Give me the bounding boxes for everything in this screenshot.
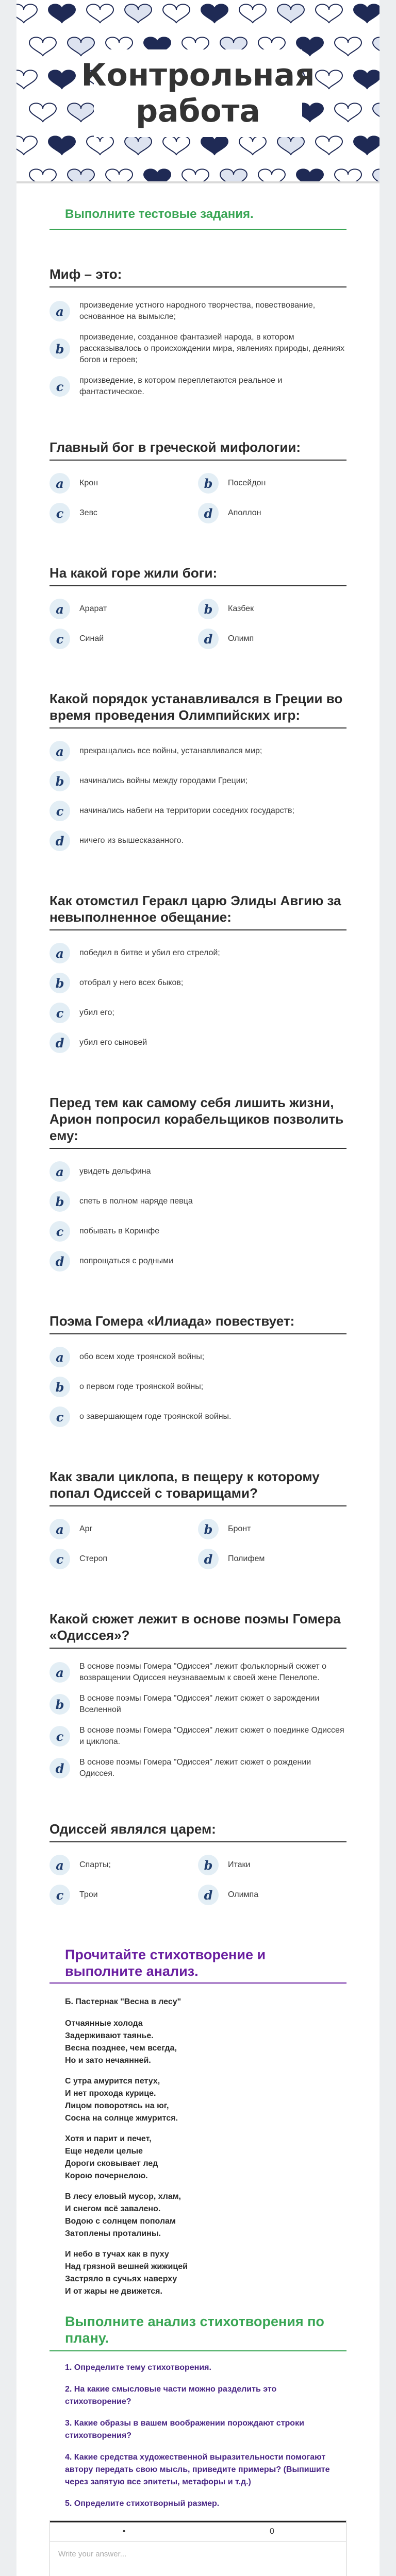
poem-line: Отчаянные холода <box>65 2019 143 2028</box>
option-text: Спарты; <box>79 1860 111 1869</box>
title-line-2: работа <box>136 93 260 129</box>
heart-shape <box>87 136 113 155</box>
options-list <box>50 1161 346 1281</box>
poem-stanza <box>65 2191 331 2240</box>
options-list <box>50 741 346 860</box>
options-list <box>50 300 346 407</box>
option-text: побывать в Коринфе <box>79 1227 160 1235</box>
option-letter-badge[interactable]: d <box>198 629 219 649</box>
option-text: Аполлон <box>228 509 261 517</box>
answer-option[interactable] <box>50 1191 346 1212</box>
option-letter-badge[interactable]: a <box>50 1662 70 1683</box>
heart-shape <box>29 37 56 56</box>
option-letter-badge[interactable]: d <box>50 1758 70 1778</box>
option-letter-badge[interactable]: d <box>198 1885 219 1905</box>
question-title: Как отомстил Геракл царю Элиды Авгию за невыполненное обещание: <box>50 892 346 930</box>
answer-option[interactable] <box>198 1885 346 1905</box>
answer-option[interactable] <box>50 831 346 851</box>
answer-option[interactable] <box>50 1549 198 1569</box>
option-text: прекращались все войны, устанавливался мир; <box>79 747 262 755</box>
option-letter-badge[interactable]: b <box>50 771 70 791</box>
poem-stanza <box>65 2133 331 2182</box>
option-letter-badge[interactable]: a <box>50 301 70 321</box>
option-text: Посейдон <box>228 479 266 487</box>
option-text: Крон <box>79 479 98 487</box>
poem-line: И нет прохода курице. <box>65 2089 156 2098</box>
option-text: произведение устного народного творчества, повествование, основанное на вымысле; <box>79 301 316 321</box>
heart-shape <box>335 37 361 56</box>
answer-option[interactable] <box>50 1377 346 1397</box>
content <box>16 183 380 2576</box>
options-list <box>50 1519 346 1579</box>
option-text: увидеть дельфина <box>79 1167 151 1176</box>
answer-option[interactable] <box>50 1003 346 1023</box>
heart-shape <box>335 103 361 122</box>
option-text: В основе поэмы Гомера "Одиссея" лежит сюжет о рождении Одиссея. <box>79 1758 311 1778</box>
question <box>50 1611 346 1789</box>
answer-option[interactable] <box>198 503 346 523</box>
options-list <box>50 473 346 533</box>
option-text: Синай <box>79 634 104 643</box>
heart-shape <box>373 103 380 122</box>
option-letter-badge[interactable]: d <box>198 503 219 523</box>
question <box>50 1468 346 1579</box>
option-letter-badge[interactable]: a <box>50 1161 70 1182</box>
heart-shape <box>87 4 113 23</box>
answer-option[interactable] <box>198 1519 346 1539</box>
poem-line: Но и зато нечаянней. <box>65 2056 151 2065</box>
option-letter-badge[interactable]: a <box>50 741 70 761</box>
heart-shape <box>239 4 266 23</box>
option-text: убил его сыновей <box>79 1038 147 1047</box>
answer-box <box>50 2520 346 2576</box>
poem-line: Водою с солнцем пополам <box>65 2217 176 2226</box>
answer-option[interactable] <box>50 943 346 963</box>
option-letter-badge[interactable]: a <box>50 1347 70 1367</box>
answer-option[interactable] <box>50 599 198 619</box>
option-letter-badge[interactable]: c <box>50 1885 70 1905</box>
option-letter-badge[interactable]: c <box>50 1221 70 1242</box>
question-title: Какой сюжет лежит в основе поэмы Гомера «Одиссея»? <box>50 1611 346 1649</box>
option-letter-badge[interactable]: c <box>50 1003 70 1023</box>
option-letter-badge[interactable]: c <box>50 1406 70 1427</box>
answer-option[interactable] <box>50 1221 346 1242</box>
heart-shape <box>239 136 266 155</box>
option-letter-badge[interactable]: a <box>50 1855 70 1875</box>
option-letter-badge[interactable]: b <box>50 973 70 993</box>
option-text: Олимпа <box>228 1890 259 1899</box>
option-text: о первом годе троянской войны; <box>79 1382 204 1391</box>
answer-option[interactable] <box>50 332 346 366</box>
option-letter-badge[interactable]: b <box>198 1519 219 1539</box>
questions-list <box>50 266 346 1914</box>
option-text: Зевс <box>79 509 97 517</box>
answer-option[interactable] <box>50 801 346 821</box>
heart-shape <box>316 70 342 89</box>
answer-option[interactable] <box>50 771 346 791</box>
options-list <box>50 1661 346 1789</box>
heart-shape <box>68 37 94 56</box>
option-letter-badge[interactable]: c <box>50 376 70 397</box>
poem-line: Весна позднее, чем всегда, <box>65 2044 177 2053</box>
options-list <box>50 1855 346 1914</box>
option-text: произведение, в котором переплетаются реальное и фантастическое. <box>79 376 283 396</box>
answer-option[interactable] <box>198 599 346 619</box>
plan-task: 5. Определите стихотворный размер. <box>65 2499 220 2508</box>
poem-line: Лицом поворотясь на юг, <box>65 2102 169 2110</box>
plan-tasks <box>50 2362 346 2510</box>
option-letter-badge[interactable]: b <box>198 473 219 494</box>
worksheet-page <box>16 0 380 2576</box>
heart-shape <box>48 70 75 89</box>
poem-line: И снегом всё завалено. <box>65 2205 161 2213</box>
answer-option[interactable] <box>50 503 198 523</box>
poem-line: Затоплены проталины. <box>65 2229 161 2238</box>
poem-line: И небо в тучах как в пуху <box>65 2250 169 2259</box>
option-text: начинались набеги на территории соседних государств; <box>79 806 294 815</box>
header-divider <box>16 181 380 183</box>
option-text: победил в битве и убил его стрелой; <box>79 948 220 957</box>
question <box>50 565 346 658</box>
answer-option[interactable] <box>50 1725 346 1748</box>
heart-shape <box>48 4 75 23</box>
answer-toolbar <box>50 2521 346 2541</box>
poem-stanza <box>65 2248 331 2298</box>
heart-shape <box>354 4 380 23</box>
option-letter-badge[interactable]: b <box>50 1191 70 1212</box>
option-text: Полифем <box>228 1554 265 1563</box>
poem-heading: Прочитайте стихотворение и выполните анализ. <box>50 1946 346 1984</box>
option-letter-badge[interactable]: d <box>50 831 70 851</box>
heart-shape <box>316 4 342 23</box>
heart-shape <box>316 136 342 155</box>
plan-task: 1. Определите тему стихотворения. <box>65 2363 211 2372</box>
heart-shape <box>201 4 228 23</box>
question <box>50 266 346 407</box>
option-text: В основе поэмы Гомера "Одиссея" лежит фольклорный сюжет о возвращении Одиссея неузнаваемым к своей жене Пенелопе. <box>79 1662 327 1682</box>
option-text: В основе поэмы Гомера "Одиссея" лежит сюжет о зарождении Вселенной <box>79 1694 320 1714</box>
answer-option[interactable] <box>50 375 346 398</box>
heart-shape <box>354 136 380 155</box>
option-letter-badge[interactable]: c <box>50 1726 70 1747</box>
page-title <box>81 57 315 129</box>
option-text: ничего из вышесказанного. <box>79 836 184 845</box>
option-letter-badge[interactable]: b <box>50 1694 70 1715</box>
heart-shape <box>125 4 152 23</box>
plan-task: 4. Какие средства художественной выразительности помогают автору передать свою мысль, приведите примеры? (Выпишите через запятую все эпитеты, метафоры и т.д.) <box>65 2453 330 2486</box>
question-title: Главный бог в греческой мифологии: <box>50 439 346 461</box>
option-letter-badge[interactable]: b <box>50 1377 70 1397</box>
question <box>50 690 346 860</box>
instruction-heading: Выполните тестовые задания. <box>50 202 346 230</box>
option-letter-badge[interactable]: c <box>50 1549 70 1569</box>
option-letter-badge[interactable]: a <box>50 599 70 619</box>
question <box>50 1313 346 1436</box>
option-text: Бронт <box>228 1524 251 1533</box>
option-text: Стерoп <box>79 1554 108 1563</box>
question <box>50 1821 346 1914</box>
plan-task: 3. Какие образы в вашем воображении порождают строки стихотворения? <box>65 2419 304 2440</box>
heart-shape <box>163 136 190 155</box>
option-text: начинались войны между городами Греции; <box>79 776 248 785</box>
option-letter-badge[interactable]: b <box>198 599 219 619</box>
question <box>50 892 346 1062</box>
poem-title: Б. Пастернак "Весна в лесу" <box>65 1997 182 2006</box>
option-text: Итаки <box>228 1860 251 1869</box>
poem-line: Дороги сковывает лед <box>65 2159 158 2168</box>
options-list <box>50 1347 346 1436</box>
answer-option[interactable] <box>50 629 198 649</box>
answer-option[interactable] <box>50 1347 346 1367</box>
heart-shape <box>125 136 152 155</box>
answer-option[interactable] <box>198 1855 346 1875</box>
answer-option[interactable] <box>50 1032 346 1053</box>
poem-line: И от жары не движется. <box>65 2287 162 2296</box>
numbered-list-button[interactable]: 0 <box>270 2527 274 2536</box>
option-text: Трои <box>79 1890 98 1899</box>
option-text: отобрал у него всех быков; <box>79 978 184 987</box>
answer-option[interactable] <box>50 973 346 993</box>
answer-option[interactable] <box>50 1251 346 1272</box>
question <box>50 1094 346 1281</box>
poem-line: В лесу еловый мусор, хлам, <box>65 2192 181 2201</box>
answer-option[interactable] <box>50 1161 346 1182</box>
answer-option[interactable] <box>50 473 198 494</box>
answer-option[interactable] <box>50 1855 198 1875</box>
option-text: В основе поэмы Гомера "Одиссея" лежит сюжет о поединке Одиссея и циклопа. <box>79 1726 344 1746</box>
option-letter-badge[interactable]: d <box>50 1251 70 1272</box>
option-letter-badge[interactable]: d <box>50 1032 70 1053</box>
option-text: обо всем ходе троянской войны; <box>79 1352 205 1361</box>
poem-stanza <box>65 2075 331 2125</box>
title-line-1: Контрольная <box>81 57 315 93</box>
answer-option[interactable] <box>198 1549 346 1569</box>
option-letter-badge[interactable]: c <box>50 629 70 649</box>
option-text: убил его; <box>79 1008 114 1017</box>
heart-shape <box>373 37 380 56</box>
heart-shape <box>277 136 304 155</box>
title-card <box>81 49 315 137</box>
poem-line: Хотя и парит и печет, <box>65 2134 152 2143</box>
poem-line: Задерживают таянье. <box>65 2031 154 2040</box>
option-text: произведение, созданное фантазией народа, в котором рассказывалось о происхождении мира, явлениях природы, деяниях богов и героев; <box>79 333 345 364</box>
answer-option[interactable] <box>50 1693 346 1716</box>
answer-option[interactable] <box>50 1661 346 1684</box>
heart-shape <box>29 103 56 122</box>
answer-option[interactable] <box>50 741 346 761</box>
poem-line: Застряло в сучьях наверху <box>65 2275 177 2283</box>
question <box>50 439 346 533</box>
heart-shape <box>201 136 228 155</box>
option-text: спеть в полном наряде певца <box>79 1197 193 1206</box>
option-letter-badge[interactable]: c <box>50 503 70 523</box>
poem-stanza <box>65 2018 331 2067</box>
option-text: попрощаться с родными <box>79 1257 174 1265</box>
bullet-list-button[interactable]: • <box>122 2527 126 2536</box>
poem-line: Еще недели целые <box>65 2147 143 2156</box>
option-letter-badge[interactable]: a <box>50 943 70 963</box>
question-title: Перед тем как самому себя лишить жизни, Арион попросил корабельщиков позволить ему: <box>50 1094 346 1149</box>
question-title: Как звали циклопа, в пещеру к которому попал Одиссей с товарищами? <box>50 1468 346 1506</box>
poem-line: Сосна на солнце жмурится. <box>65 2114 178 2123</box>
option-letter-badge[interactable]: a <box>50 1519 70 1539</box>
answer-option[interactable] <box>198 629 346 649</box>
answer-option[interactable] <box>50 1757 346 1780</box>
option-letter-badge[interactable]: c <box>50 801 70 821</box>
option-text: Казбек <box>228 604 254 613</box>
options-list <box>50 599 346 658</box>
heart-shape <box>16 4 37 23</box>
header <box>16 0 380 183</box>
heart-shape <box>16 70 37 89</box>
options-list <box>50 943 346 1062</box>
answer-option[interactable] <box>50 300 346 323</box>
poem-line: С утра амурится петух, <box>65 2077 160 2086</box>
answer-input[interactable] <box>58 2550 338 2576</box>
option-text: Олимп <box>228 634 254 643</box>
question-title: Миф – это: <box>50 266 346 287</box>
poem-line: Корою почернелою. <box>65 2172 148 2180</box>
option-letter-badge[interactable]: a <box>50 473 70 494</box>
question-title: Поэма Гомера «Илиада» повествует: <box>50 1313 346 1334</box>
option-text: Арг <box>79 1524 93 1533</box>
heart-shape <box>16 136 37 155</box>
answer-option[interactable] <box>50 1406 346 1427</box>
poem <box>50 1996 346 2298</box>
heart-shape <box>354 70 380 89</box>
option-letter-badge[interactable]: b <box>50 338 70 359</box>
question-title: Какой порядок устанавливался в Греции во время проведения Олимпийских игр: <box>50 690 346 728</box>
poem-stanzas <box>65 2018 331 2298</box>
answer-area <box>50 2541 346 2576</box>
heart-shape <box>277 4 304 23</box>
plan-task: 2. На какие смысловые части можно разделить это стихотворение? <box>65 2385 277 2406</box>
answer-option[interactable] <box>198 473 346 494</box>
heart-shape <box>48 136 75 155</box>
option-letter-badge[interactable]: b <box>198 1855 219 1875</box>
option-letter-badge[interactable]: d <box>198 1549 219 1569</box>
plan-heading: Выполните анализ стихотворения по плану. <box>50 2313 346 2351</box>
question-title: На какой горе жили боги: <box>50 565 346 586</box>
option-text: Арарат <box>79 604 107 613</box>
answer-option[interactable] <box>50 1885 198 1905</box>
poem-line: Над грязной вешней жижицей <box>65 2262 188 2271</box>
question-title: Одиссей являлся царем: <box>50 1821 346 1842</box>
answer-option[interactable] <box>50 1519 198 1539</box>
heart-shape <box>163 4 190 23</box>
option-text: о завершающем годе троянской войны. <box>79 1412 232 1421</box>
